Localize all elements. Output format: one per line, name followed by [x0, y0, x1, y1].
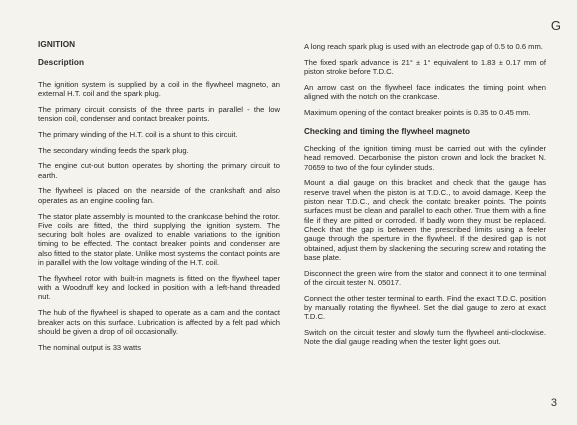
- paragraph: The primary winding of the H.T. coil is a shunt to this circuit.: [38, 129, 238, 139]
- paragraph: Connect the other tester terminal to earth. Find the exact T.D.C. position by manually rotating the flywheel. Set the dial gauge to zero at exact T.D.C.: [304, 293, 546, 322]
- paragraph: Disconnect the green wire from the stator and connect it to one terminal of the circuit tester N. 05017.: [304, 268, 546, 287]
- paragraph: The secondary winding feeds the spark plug.: [38, 145, 189, 155]
- paragraph: The nominal output is 33 watts: [38, 342, 141, 352]
- paragraph: The primary circuit consists of the three parts in parallel - the low tension coil, condenser and contact breaker points.: [38, 104, 280, 123]
- paragraph: Checking of the ignition timing must be carried out with the cylinder head removed. Decarbonise the piston crown and lock the bracket N. 70659 to two of the four cylinder studs.: [304, 144, 546, 172]
- paragraph: The stator plate assembly is mounted to the crankcase behind the rotor. Five coils are fitted, the third supplying the ignition system. The securing bolt holes are ovalized to enable variations to the ignition timing to be effected. The contact breaker points and condenser are also fitted to the stator plate. Unlike most systems the contact points are in parallel with the low voltage winding of the H.T. coil.: [38, 211, 280, 268]
- section-letter: G: [550, 18, 561, 33]
- paragraph: The engine cut-out button operates by shorting the primary circuit to earth.: [38, 161, 280, 180]
- paragraph: An arrow cast on the flywheel face indicates the timing point when aligned with the notch on the crankcase.: [304, 82, 546, 102]
- checking-heading: Checking and timing the flywheel magneto: [304, 126, 471, 136]
- paragraph: The flywheel is placed on the nearside of the crankshaft and also operates as an engine cooling fan.: [38, 186, 280, 205]
- paragraph: Mount a dial gauge on this bracket and check that the gauge has reserve travel when the piston is at T.D.C., to avoid damage. Keep the piston near T.D.C., and check the contatc breaker points. The points surfaces must be clean and parallel to each other. True them with a fine file if they are pitted or corroded. If badly worn they must be replaced. Check that the gap is between the prescribed limits using a feeler gauge through the sperture in the flywheel. If the desired gap is not obtained, adjust them by slackening the securing screw and rotating the base plate.: [304, 178, 546, 262]
- paragraph: The ignition system is supplied by a coil in the flywheel magneto, an external H.T. coil and the spark plug.: [38, 79, 280, 98]
- page-number: 3: [550, 397, 557, 409]
- description-heading: Description: [38, 58, 85, 68]
- paragraph: The fixed spark advance is 21° ± 1° equivalent to 1.83 ± 0.17 mm of piston stroke before T.D.C.: [304, 57, 546, 77]
- section-heading: IGNITION: [38, 40, 76, 49]
- paragraph: The hub of the flywheel is shaped to operate as a cam and the contact breaker acts on this surface. Lubrication is affected by a felt pad which should be given a drop of oil occasionally.: [38, 308, 280, 336]
- right-column: [304, 42, 546, 353]
- left-column: [38, 40, 280, 358]
- paragraph: Maximum opening of the contact breaker points is 0.35 to 0.45 mm.: [304, 107, 531, 117]
- paragraph: A long reach spark plug is used with an electrode gap of 0.5 to 0.6 mm.: [304, 42, 543, 51]
- paragraph: The flywheel rotor with built-in magnets is fitted on the flywheel taper with a Woodruff key and locked in position with a left-hand threaded nut.: [38, 273, 280, 302]
- paragraph: Switch on the circuit tester and slowly turn the flywheel anti-clockwise. Note the dial gauge reading when the tester light goes out.: [304, 328, 546, 347]
